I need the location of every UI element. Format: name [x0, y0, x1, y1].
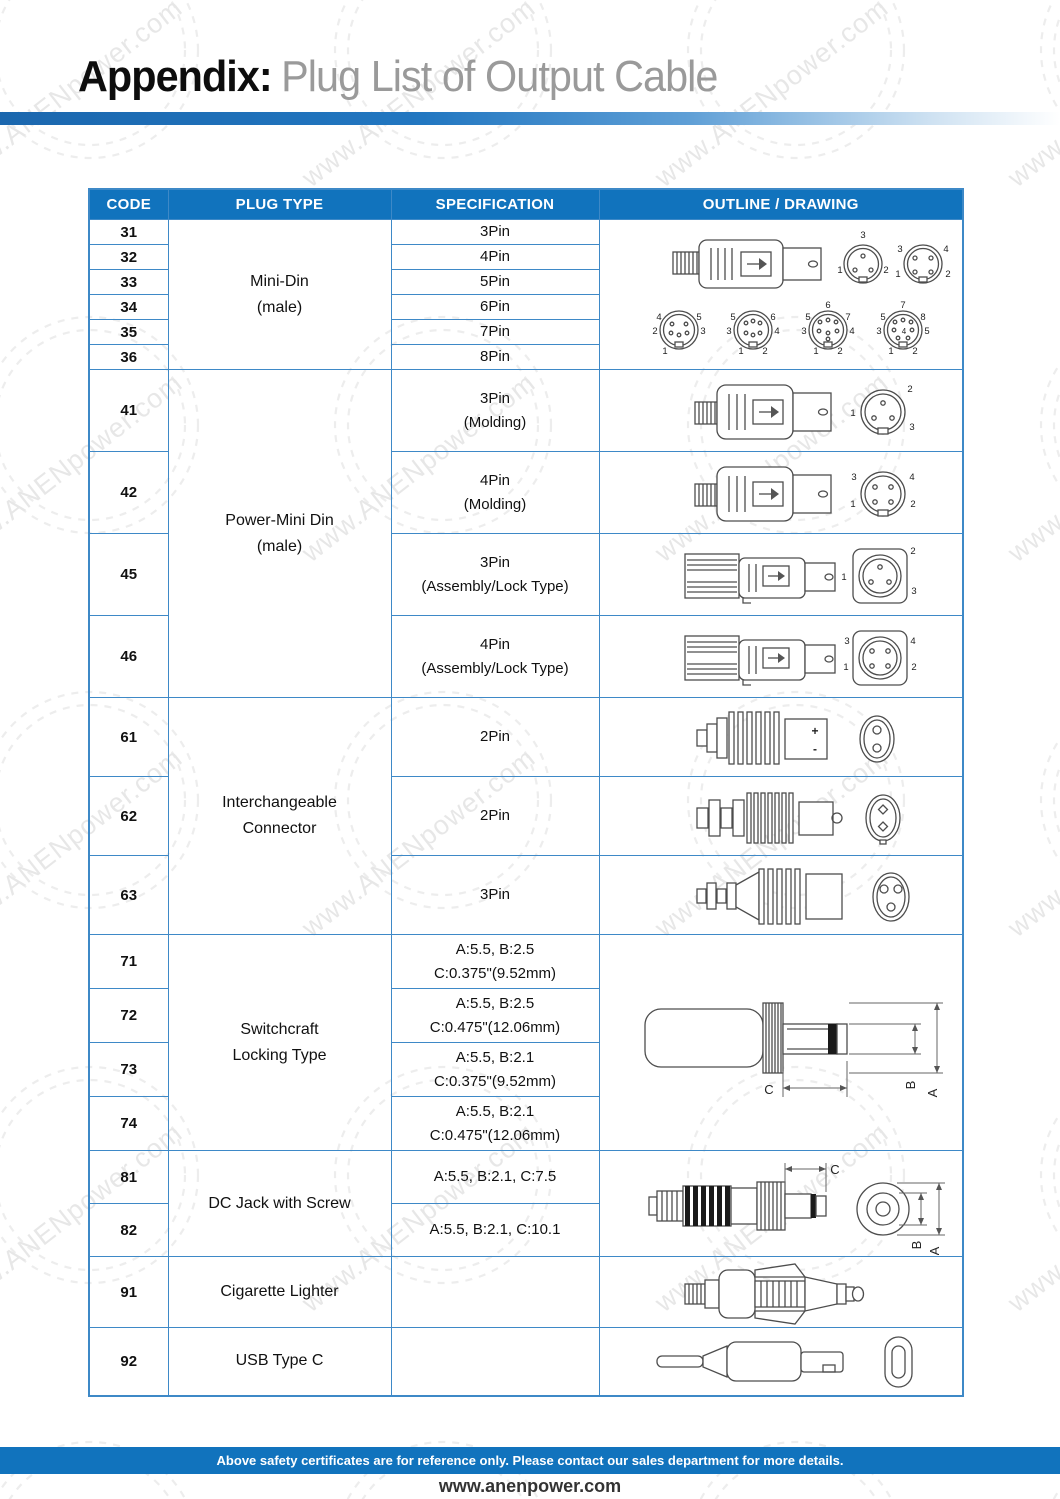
spec-line1: A:5.5, B:2.5	[455, 994, 535, 1012]
svg-text:1: 1	[662, 345, 668, 357]
table-row	[89, 220, 963, 245]
interchangeable-3pin-drawing	[601, 857, 961, 933]
svg-text:2: 2	[907, 383, 913, 395]
footer-bar	[0, 1447, 1060, 1474]
svg-text:1: 1	[850, 498, 856, 510]
code-cell: 42	[89, 452, 168, 534]
drawing-cell	[599, 1328, 963, 1396]
code-cell: 32	[89, 245, 168, 270]
spec-line1: 3Pin	[479, 553, 511, 571]
spec-line2: C:0.375"(9.52mm)	[433, 964, 557, 982]
power-mini-din-3pin-assembly-drawing	[601, 536, 961, 614]
code-cell: 91	[89, 1257, 168, 1328]
spec-cell: 7Pin	[391, 320, 599, 345]
spec-cell: A:5.5, B:2.1, C:10.1	[391, 1204, 599, 1257]
drawing-cell	[599, 220, 963, 370]
spec-cell: 6Pin	[391, 295, 599, 320]
code-cell: 72	[89, 989, 168, 1043]
drawing-cell	[599, 452, 963, 534]
mini-din-4pin-face	[895, 244, 950, 283]
svg-text:3: 3	[844, 635, 850, 647]
code-cell: 34	[89, 295, 168, 320]
spec-line2: C:0.475"(12.06mm)	[429, 1126, 561, 1144]
spec-line2: (Assembly/Lock Type)	[421, 659, 569, 677]
svg-text:B: B	[908, 1240, 924, 1249]
svg-text:4: 4	[910, 635, 916, 647]
spec-cell-empty	[391, 1328, 599, 1396]
switchcraft-locking-plug-drawing	[601, 937, 961, 1149]
spec-cell-empty	[391, 1257, 599, 1328]
plug-type-line1: Power-Mini Din	[225, 511, 334, 529]
svg-text:4: 4	[656, 311, 662, 323]
spec-line2: C:0.375"(9.52mm)	[433, 1072, 557, 1090]
svg-text:A: A	[926, 1246, 942, 1255]
spec-line1: 4Pin	[479, 471, 511, 489]
spec-line1: A:5.5, B:2.1	[455, 1048, 535, 1066]
svg-text:5: 5	[880, 311, 886, 323]
plug-type-cell	[168, 698, 391, 935]
spec-cell	[391, 1043, 599, 1097]
svg-text:B: B	[902, 1080, 918, 1089]
drawing-cell	[599, 698, 963, 777]
svg-text:2: 2	[910, 498, 916, 510]
drawing-cell	[599, 534, 963, 616]
svg-text:2: 2	[945, 268, 951, 280]
svg-text:3: 3	[700, 325, 706, 337]
mini-din-drawing	[601, 226, 961, 364]
drawing-cell	[599, 616, 963, 698]
mini-din-6pin-face	[726, 311, 779, 357]
svg-text:-: -	[812, 742, 817, 756]
interchangeable-2pin-drawing	[601, 699, 961, 775]
plug-type-cell: USB Type C	[168, 1328, 391, 1396]
svg-text:2: 2	[652, 325, 658, 337]
power-mini-din-4pin-molding-drawing	[601, 454, 961, 532]
spec-cell	[391, 370, 599, 452]
footer-website: www.anenpower.com	[438, 1476, 622, 1496]
plug-type-cell	[168, 370, 391, 698]
code-cell: 81	[89, 1151, 168, 1204]
drawing-cell	[599, 1151, 963, 1257]
svg-text:1: 1	[738, 345, 744, 357]
plug-type-line2: (male)	[256, 537, 303, 555]
svg-text:1: 1	[850, 407, 856, 419]
plug-type-line1: Interchangeable	[222, 794, 337, 811]
drawing-cell	[599, 777, 963, 856]
spec-cell: 2Pin	[391, 698, 599, 777]
svg-text:4: 4	[943, 243, 949, 255]
code-cell: 62	[89, 777, 168, 856]
plug-type-line2: (male)	[256, 298, 303, 316]
spec-line2: (Molding)	[463, 413, 527, 431]
svg-text:4: 4	[774, 325, 780, 337]
spec-line1: A:5.5, B:2.1	[455, 1102, 535, 1120]
code-cell: 74	[89, 1097, 168, 1151]
spec-line1: A:5.5, B:2.5	[455, 940, 535, 958]
footer-note: Above safety certificates are for reference only. Please contact our sales department for more details.	[216, 1453, 844, 1468]
plug-type-cell	[168, 935, 391, 1151]
drawing-cell	[599, 370, 963, 452]
table-row	[89, 935, 963, 989]
svg-text:2: 2	[910, 545, 916, 557]
code-cell: 46	[89, 616, 168, 698]
page-title-light: Plug List of Output Cable	[281, 52, 718, 101]
cigarette-lighter-plug-drawing	[601, 1258, 961, 1326]
svg-text:1: 1	[837, 264, 843, 276]
spec-cell: 3Pin	[391, 856, 599, 935]
svg-text:6: 6	[825, 299, 831, 311]
code-cell: 35	[89, 320, 168, 345]
spec-line2: (Assembly/Lock Type)	[421, 577, 569, 595]
svg-text:3: 3	[876, 325, 882, 337]
spec-cell	[391, 534, 599, 616]
svg-text:+: +	[811, 724, 819, 738]
table-row	[89, 1151, 963, 1204]
mini-din-5pin-face	[652, 311, 705, 357]
col-header-code: CODE	[89, 189, 168, 220]
accent-bar	[0, 112, 1060, 125]
code-cell: 36	[89, 345, 168, 370]
code-cell: 33	[89, 270, 168, 295]
spec-cell	[391, 452, 599, 534]
svg-text:2: 2	[911, 661, 917, 673]
svg-text:7: 7	[900, 299, 906, 311]
plug-type-cell: DC Jack with Screw	[168, 1151, 391, 1257]
svg-text:5: 5	[730, 311, 736, 323]
plug-type-cell	[168, 220, 391, 370]
col-header-specification: SPECIFICATION	[391, 189, 599, 220]
code-cell: 31	[89, 220, 168, 245]
interchangeable-2pin-alt-drawing	[601, 778, 961, 854]
spec-cell: 3Pin	[391, 220, 599, 245]
mini-din-7pin-face	[801, 300, 854, 357]
svg-text:3: 3	[851, 471, 857, 483]
svg-text:4: 4	[909, 471, 915, 483]
page-title	[78, 52, 717, 102]
spec-cell: A:5.5, B:2.1, C:7.5	[391, 1151, 599, 1204]
plug-type-line2: Locking Type	[232, 1046, 327, 1064]
spec-cell	[391, 989, 599, 1043]
code-cell: 73	[89, 1043, 168, 1097]
spec-cell: 8Pin	[391, 345, 599, 370]
svg-text:4: 4	[849, 325, 855, 337]
spec-line2: C:0.475"(12.06mm)	[429, 1018, 561, 1036]
spec-cell	[391, 935, 599, 989]
code-cell: 71	[89, 935, 168, 989]
svg-text:3: 3	[911, 585, 917, 597]
svg-text:5: 5	[696, 311, 702, 323]
spec-cell: 4Pin	[391, 245, 599, 270]
svg-text:C: C	[764, 1081, 774, 1097]
plug-type-line1: Mini-Din	[250, 272, 309, 290]
code-cell: 63	[89, 856, 168, 935]
table-row	[89, 1328, 963, 1396]
plug-table	[88, 188, 964, 1397]
spec-line1: 4Pin	[479, 635, 511, 653]
mini-din-side-view	[673, 240, 821, 288]
table-row	[89, 370, 963, 452]
spec-line2: (Molding)	[463, 495, 527, 513]
drawing-cell	[599, 935, 963, 1151]
col-header-plug-type: PLUG TYPE	[168, 189, 391, 220]
spec-cell: 2Pin	[391, 777, 599, 856]
power-mini-din-4pin-assembly-drawing	[601, 618, 961, 696]
code-cell: 82	[89, 1204, 168, 1257]
drawing-cell	[599, 1257, 963, 1328]
svg-text:7: 7	[845, 311, 851, 323]
svg-text:3: 3	[801, 325, 807, 337]
table-header-row	[89, 189, 963, 220]
svg-text:C: C	[830, 1161, 840, 1177]
svg-text:2: 2	[883, 264, 889, 276]
svg-text:5: 5	[805, 311, 811, 323]
svg-text:1: 1	[895, 268, 901, 280]
svg-text:1: 1	[841, 571, 847, 583]
svg-text:2: 2	[912, 345, 918, 357]
spec-cell	[391, 1097, 599, 1151]
svg-text:3: 3	[860, 229, 866, 241]
drawing-cell	[599, 856, 963, 935]
plug-type-line2: Connector	[242, 820, 317, 837]
mini-din-8pin-face	[876, 300, 929, 357]
code-cell: 45	[89, 534, 168, 616]
svg-text:4: 4	[901, 326, 906, 336]
code-cell: 92	[89, 1328, 168, 1396]
svg-text:2: 2	[762, 345, 768, 357]
dc-jack-with-screw-drawing	[601, 1153, 961, 1255]
table-row	[89, 1257, 963, 1328]
table-row	[89, 698, 963, 777]
svg-text:8: 8	[920, 311, 926, 323]
power-mini-din-3pin-molding-drawing	[601, 372, 961, 450]
svg-text:1: 1	[813, 345, 819, 357]
svg-text:3: 3	[909, 421, 915, 433]
spec-cell: 5Pin	[391, 270, 599, 295]
code-cell: 41	[89, 370, 168, 452]
svg-text:3: 3	[897, 243, 903, 255]
svg-text:1: 1	[888, 345, 894, 357]
mini-din-3pin-face	[837, 230, 888, 283]
spec-line1: 3Pin	[479, 389, 511, 407]
plug-type-cell: Cigarette Lighter	[168, 1257, 391, 1328]
svg-text:A: A	[924, 1088, 940, 1097]
usb-type-c-drawing	[601, 1328, 961, 1394]
plug-type-line1: Switchcraft	[240, 1020, 319, 1038]
col-header-outline: OUTLINE / DRAWING	[599, 189, 963, 220]
svg-text:5: 5	[924, 325, 930, 337]
svg-text:1: 1	[843, 661, 849, 673]
page-title-bold: Appendix:	[78, 52, 272, 101]
code-cell: 61	[89, 698, 168, 777]
svg-text:6: 6	[770, 311, 776, 323]
svg-text:3: 3	[726, 325, 732, 337]
spec-cell	[391, 616, 599, 698]
svg-text:2: 2	[837, 345, 843, 357]
